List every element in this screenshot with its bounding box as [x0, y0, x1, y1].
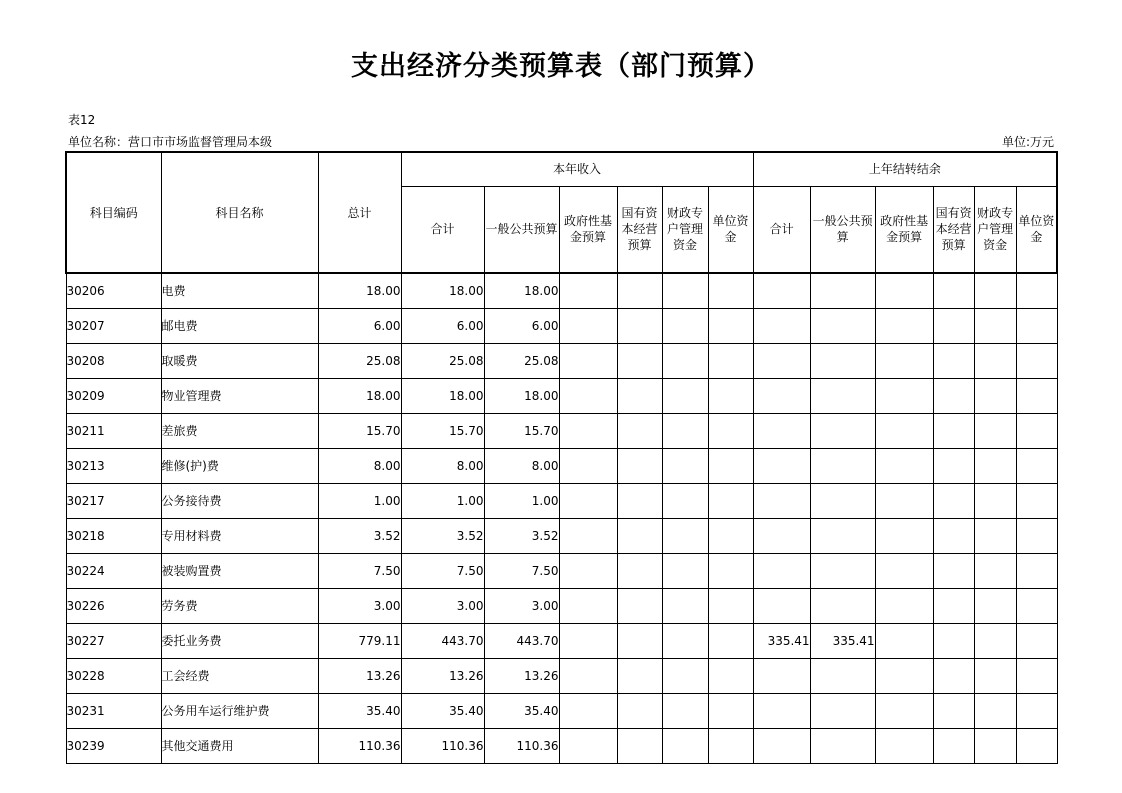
cell-value: 3.52	[318, 518, 401, 553]
cell-value	[662, 308, 708, 343]
cell-value	[933, 553, 974, 588]
cell-value	[875, 553, 933, 588]
cell-value: 779.11	[318, 623, 401, 658]
cell-value	[662, 448, 708, 483]
cell-name: 物业管理费	[161, 378, 318, 413]
cell-name: 差旅费	[161, 413, 318, 448]
cell-value	[559, 273, 617, 308]
cell-value	[559, 623, 617, 658]
cell-value	[708, 588, 753, 623]
cell-value	[559, 693, 617, 728]
page-title: 支出经济分类预算表（部门预算）	[351, 51, 771, 82]
cell-value: 25.08	[484, 343, 559, 378]
cell-value: 8.00	[318, 448, 401, 483]
cell-value: 1.00	[401, 483, 484, 518]
cell-value	[753, 658, 810, 693]
cell-value	[875, 308, 933, 343]
cell-value	[875, 413, 933, 448]
cell-value	[617, 308, 662, 343]
cell-value: 35.40	[484, 693, 559, 728]
cell-name: 专用材料费	[161, 518, 318, 553]
cell-value	[810, 378, 875, 413]
cell-value	[662, 658, 708, 693]
cell-code: 30209	[66, 378, 161, 413]
cell-value	[708, 518, 753, 553]
cell-value: 15.70	[318, 413, 401, 448]
cell-value	[559, 553, 617, 588]
cell-code: 30208	[66, 343, 161, 378]
table-row	[66, 588, 1057, 623]
cell-value	[810, 518, 875, 553]
cell-code: 30207	[66, 308, 161, 343]
cell-name: 维修(护)费	[161, 448, 318, 483]
header-code: 科目编码	[66, 152, 161, 273]
table-body	[66, 273, 1057, 763]
cell-value	[1016, 308, 1057, 343]
budget-table	[65, 151, 1058, 764]
cell-value	[753, 308, 810, 343]
cell-value: 443.70	[401, 623, 484, 658]
cell-value	[662, 693, 708, 728]
cell-value	[933, 413, 974, 448]
cell-value	[753, 413, 810, 448]
header-current-general-budget: 一般公共预算	[484, 186, 559, 273]
cell-value	[875, 728, 933, 763]
cell-name: 被装购置费	[161, 553, 318, 588]
cell-value	[1016, 483, 1057, 518]
cell-value	[810, 343, 875, 378]
cell-value	[708, 693, 753, 728]
cell-value	[1016, 588, 1057, 623]
cell-value	[662, 378, 708, 413]
cell-value	[559, 483, 617, 518]
table-row	[66, 308, 1057, 343]
cell-value: 1.00	[484, 483, 559, 518]
cell-value	[974, 413, 1016, 448]
cell-value	[933, 273, 974, 308]
cell-value	[753, 378, 810, 413]
cell-value: 335.41	[810, 623, 875, 658]
cell-value	[662, 553, 708, 588]
cell-value	[875, 448, 933, 483]
cell-value	[617, 378, 662, 413]
cell-name: 工会经费	[161, 658, 318, 693]
cell-value	[1016, 553, 1057, 588]
cell-value	[753, 588, 810, 623]
cell-value	[1016, 658, 1057, 693]
cell-value	[559, 378, 617, 413]
cell-code: 30227	[66, 623, 161, 658]
cell-value	[974, 483, 1016, 518]
cell-value	[933, 448, 974, 483]
cell-value: 6.00	[484, 308, 559, 343]
cell-value	[875, 693, 933, 728]
cell-value: 15.70	[484, 413, 559, 448]
cell-value	[1016, 448, 1057, 483]
cell-value	[974, 308, 1016, 343]
cell-value	[753, 343, 810, 378]
cell-value	[662, 623, 708, 658]
cell-value	[559, 658, 617, 693]
cell-value	[753, 728, 810, 763]
cell-value	[933, 308, 974, 343]
cell-name: 公务用车运行维护费	[161, 693, 318, 728]
cell-value: 110.36	[401, 728, 484, 763]
cell-value	[933, 378, 974, 413]
cell-value: 110.36	[318, 728, 401, 763]
cell-code: 30217	[66, 483, 161, 518]
cell-value: 3.52	[401, 518, 484, 553]
cell-value	[617, 658, 662, 693]
cell-value	[708, 308, 753, 343]
cell-value	[974, 693, 1016, 728]
cell-value	[559, 518, 617, 553]
cell-value	[1016, 343, 1057, 378]
cell-value	[617, 483, 662, 518]
table-row	[66, 448, 1057, 483]
unit-name: 单位名称：营口市市场监督管理局本级	[68, 135, 273, 149]
cell-name: 劳务费	[161, 588, 318, 623]
cell-value	[559, 343, 617, 378]
cell-value	[875, 658, 933, 693]
cell-value	[708, 728, 753, 763]
cell-value	[974, 588, 1016, 623]
cell-value: 18.00	[484, 378, 559, 413]
cell-value	[708, 553, 753, 588]
table-row	[66, 413, 1057, 448]
cell-value	[933, 518, 974, 553]
cell-value	[753, 693, 810, 728]
table-row	[66, 658, 1057, 693]
cell-value	[875, 273, 933, 308]
cell-value: 335.41	[753, 623, 810, 658]
header-prior-general-budget: 一般公共预算	[810, 186, 875, 273]
cell-value	[708, 273, 753, 308]
cell-value	[810, 553, 875, 588]
cell-value	[617, 553, 662, 588]
cell-value	[810, 728, 875, 763]
cell-value	[753, 483, 810, 518]
cell-name: 取暖费	[161, 343, 318, 378]
cell-value	[810, 448, 875, 483]
cell-name: 公务接待费	[161, 483, 318, 518]
cell-value	[559, 588, 617, 623]
cell-value	[933, 693, 974, 728]
cell-value	[617, 343, 662, 378]
table-row	[66, 343, 1057, 378]
cell-code: 30239	[66, 728, 161, 763]
header-prior-subtotal: 合计	[753, 186, 810, 273]
cell-value	[753, 273, 810, 308]
cell-value	[974, 518, 1016, 553]
cell-value	[810, 693, 875, 728]
cell-value	[559, 308, 617, 343]
table-row	[66, 623, 1057, 658]
cell-value	[708, 413, 753, 448]
cell-value: 13.26	[484, 658, 559, 693]
cell-value: 8.00	[484, 448, 559, 483]
table-row	[66, 728, 1057, 763]
cell-value	[617, 518, 662, 553]
cell-value	[875, 623, 933, 658]
cell-value	[810, 483, 875, 518]
cell-value: 18.00	[318, 273, 401, 308]
cell-value	[974, 658, 1016, 693]
cell-value: 18.00	[401, 273, 484, 308]
cell-value: 15.70	[401, 413, 484, 448]
table-row	[66, 378, 1057, 413]
cell-value	[708, 623, 753, 658]
cell-value	[875, 483, 933, 518]
cell-value	[1016, 693, 1057, 728]
header-current-year: 本年收入	[401, 152, 753, 186]
cell-value	[708, 658, 753, 693]
cell-value	[933, 623, 974, 658]
header-total: 总计	[318, 152, 401, 273]
cell-value	[662, 413, 708, 448]
table-row	[66, 483, 1057, 518]
cell-value	[662, 273, 708, 308]
cell-value: 25.08	[318, 343, 401, 378]
header-prior-carryover: 上年结转结余	[753, 152, 1057, 186]
cell-value	[974, 448, 1016, 483]
table-row	[66, 518, 1057, 553]
header-current-state-capital: 国有资本经营预算	[617, 186, 662, 273]
table-row	[66, 693, 1057, 728]
header-current-fund-budget: 政府性基金预算	[559, 186, 617, 273]
cell-value	[875, 518, 933, 553]
cell-value	[810, 658, 875, 693]
cell-value	[617, 693, 662, 728]
cell-value	[974, 378, 1016, 413]
header-prior-fund-budget: 政府性基金预算	[875, 186, 933, 273]
cell-value	[810, 588, 875, 623]
cell-value	[708, 343, 753, 378]
cell-value	[662, 518, 708, 553]
cell-code: 30224	[66, 553, 161, 588]
cell-value	[662, 483, 708, 518]
header-prior-unit-funds: 单位资金	[1016, 186, 1057, 273]
header-current-unit-funds: 单位资金	[708, 186, 753, 273]
cell-value	[933, 728, 974, 763]
cell-value	[753, 448, 810, 483]
cell-value	[1016, 728, 1057, 763]
cell-value	[617, 413, 662, 448]
cell-value	[974, 553, 1016, 588]
cell-value	[708, 378, 753, 413]
cell-value: 443.70	[484, 623, 559, 658]
cell-value	[753, 553, 810, 588]
cell-value	[875, 378, 933, 413]
cell-value: 7.50	[484, 553, 559, 588]
cell-value	[617, 623, 662, 658]
cell-value	[810, 413, 875, 448]
cell-name: 委托业务费	[161, 623, 318, 658]
cell-value	[974, 343, 1016, 378]
cell-code: 30213	[66, 448, 161, 483]
cell-value	[810, 273, 875, 308]
cell-value: 35.40	[318, 693, 401, 728]
cell-value	[810, 308, 875, 343]
cell-value: 18.00	[401, 378, 484, 413]
cell-value	[974, 728, 1016, 763]
cell-value	[753, 518, 810, 553]
cell-value	[933, 343, 974, 378]
cell-value: 18.00	[484, 273, 559, 308]
cell-value: 25.08	[401, 343, 484, 378]
cell-value	[617, 448, 662, 483]
cell-value: 3.52	[484, 518, 559, 553]
cell-value	[708, 448, 753, 483]
header-current-subtotal: 合计	[401, 186, 484, 273]
cell-value: 3.00	[484, 588, 559, 623]
cell-value	[662, 588, 708, 623]
cell-value	[974, 623, 1016, 658]
cell-code: 30211	[66, 413, 161, 448]
cell-value: 7.50	[401, 553, 484, 588]
cell-value	[708, 483, 753, 518]
cell-value	[933, 588, 974, 623]
cell-value	[974, 273, 1016, 308]
cell-value: 13.26	[318, 658, 401, 693]
cell-value	[875, 343, 933, 378]
cell-code: 30228	[66, 658, 161, 693]
cell-value	[1016, 378, 1057, 413]
cell-value: 18.00	[318, 378, 401, 413]
cell-name: 邮电费	[161, 308, 318, 343]
cell-value	[1016, 273, 1057, 308]
cell-name: 其他交通费用	[161, 728, 318, 763]
cell-code: 30226	[66, 588, 161, 623]
cell-name: 电费	[161, 273, 318, 308]
cell-value	[662, 728, 708, 763]
cell-code: 30231	[66, 693, 161, 728]
cell-value	[875, 588, 933, 623]
cell-code: 30206	[66, 273, 161, 308]
header-name: 科目名称	[161, 152, 318, 273]
cell-value: 6.00	[401, 308, 484, 343]
cell-value: 3.00	[318, 588, 401, 623]
table-row	[66, 553, 1057, 588]
cell-value: 3.00	[401, 588, 484, 623]
cell-value: 1.00	[318, 483, 401, 518]
header-current-special-account: 财政专户管理资金	[662, 186, 708, 273]
cell-value	[559, 728, 617, 763]
header-prior-special-account: 财政专户管理资金	[974, 186, 1016, 273]
cell-value	[617, 728, 662, 763]
cell-code: 30218	[66, 518, 161, 553]
cell-value	[933, 483, 974, 518]
cell-value: 35.40	[401, 693, 484, 728]
cell-value: 6.00	[318, 308, 401, 343]
cell-value	[662, 343, 708, 378]
table-number: 表12	[68, 113, 96, 127]
cell-value: 110.36	[484, 728, 559, 763]
cell-value	[1016, 518, 1057, 553]
cell-value: 8.00	[401, 448, 484, 483]
cell-value: 7.50	[318, 553, 401, 588]
cell-value	[1016, 413, 1057, 448]
cell-value	[933, 658, 974, 693]
cell-value	[617, 273, 662, 308]
header-prior-state-capital: 国有资本经营预算	[933, 186, 974, 273]
cell-value: 13.26	[401, 658, 484, 693]
table-row	[66, 273, 1057, 308]
cell-value	[559, 413, 617, 448]
cell-value	[559, 448, 617, 483]
unit-label: 单位:万元	[1001, 135, 1054, 149]
cell-value	[1016, 623, 1057, 658]
cell-value	[617, 588, 662, 623]
